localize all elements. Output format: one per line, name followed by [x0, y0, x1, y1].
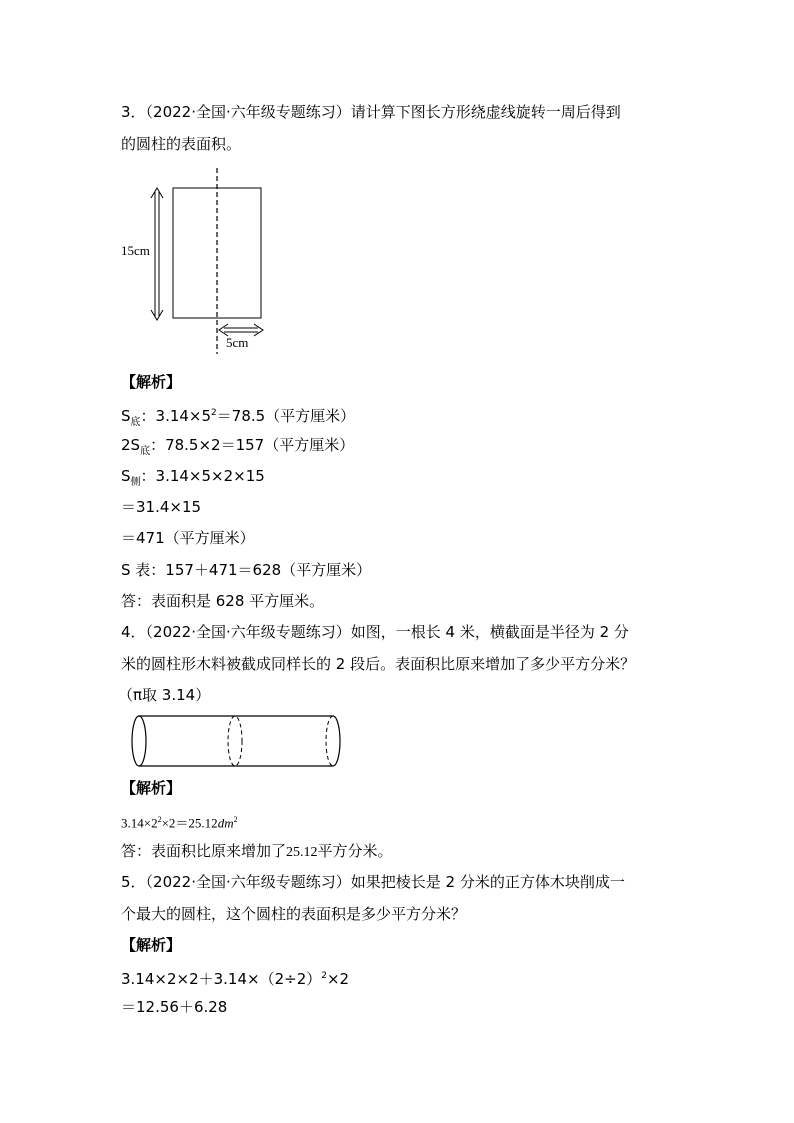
q5-solution-heading: 【解析】: [121, 936, 182, 954]
q4-answer: 答：表面积比原来增加了25.12平方分米。: [121, 842, 393, 860]
q5-stem-line1: 5．（2022·全国·六年级专题练习）如果把棱长是 2 分米的正方体木块削成一: [121, 873, 625, 891]
q5-step-1: $3.14\times 2\times 2+3.14\times(2\div 2)^2\times 2$: [121, 970, 350, 988]
q3-step-total: S 表：157＋471＝628（平方厘米）: [121, 561, 372, 579]
q4-left-end: [132, 716, 146, 766]
q4-stem-line2: 米的圆柱形木料被截成同样长的 2 段后。表面积比原来增加了多少平方分米？: [121, 655, 636, 673]
q3-answer: 答：表面积是 628 平方厘米。: [121, 592, 325, 610]
q4-solution-heading: 【解析】: [121, 779, 182, 797]
q3-stem-line2: 的圆柱的表面积。: [121, 135, 242, 153]
q4-stem-line1: 4．（2022·全国·六年级专题练习）如图，一根长 4 米，横截面是半径为 2 分: [121, 623, 629, 641]
q3-step-lateral-2: ＝31.4×15: [121, 498, 202, 516]
q5-step-2: ＝12.56＋6.28: [121, 998, 228, 1016]
q3-height-label: 15cm: [121, 243, 150, 258]
q3-solution-heading: 【解析】: [121, 373, 182, 391]
q5-stem-line2: 个最大的圆柱，这个圆柱的表面积是多少平方分米？: [121, 905, 467, 923]
q4-right-end: [333, 716, 340, 766]
q4-cut-section: [228, 716, 242, 766]
q3-step-base-area: $S_底$：$3.14\times 5^2=78.5$（平方厘米）: [121, 407, 356, 428]
q3-radius-label: 5cm: [226, 335, 249, 350]
q3-step-lateral-3: ＝471（平方厘米）: [121, 529, 255, 547]
q4-stem-line3: （π取 3.14）: [118, 686, 211, 704]
q3-step-two-bases: $2S_底$：78.5×2＝157（平方厘米）: [121, 436, 355, 457]
q3-stem-line1: 3．（2022·全国·六年级专题练习）请计算下图长方形绕虚线旋转一周后得到: [121, 103, 621, 121]
q4-formula: $3.14\times 2^2\times 2=25.12dm^2$: [121, 815, 238, 831]
q3-step-lateral: $S_侧$：3.14×5×2×15: [121, 467, 265, 488]
